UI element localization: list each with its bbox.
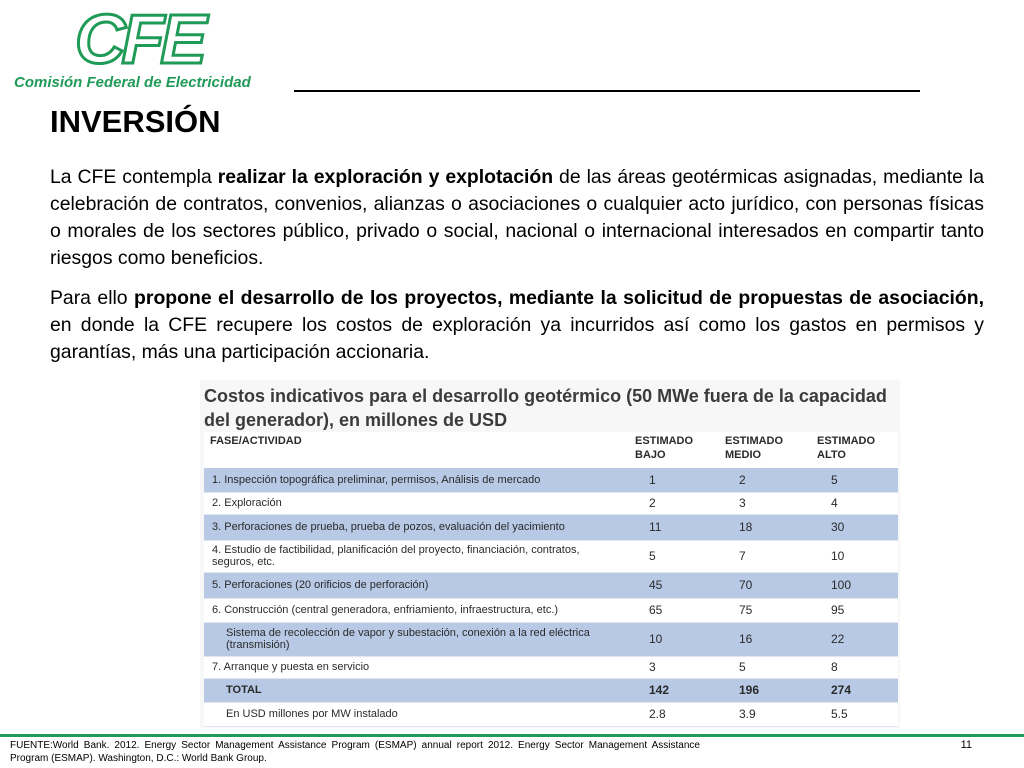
row-mid: 16 [719,622,811,656]
row-low: 10 [629,622,719,656]
row-low: 65 [629,598,719,622]
header-mid: ESTIMADO MEDIO [719,432,811,468]
row-low: 2.8 [629,702,719,726]
slide-title: INVERSIÓN [50,104,221,139]
row-activity: En USD millones por MW instalado [204,702,629,726]
paragraph-1-rest: de las áreas geotérmicas asignadas, mediante la celebración de contratos, convenios, alianzas o asociaciones o cualquier acto jurídico, con personas físicas o morales de los sectores público, privado o social, nacional o internacional interesados en compartir tanto riesgos como beneficios. [50,166,984,269]
row-mid: 196 [719,678,811,702]
row-mid: 2 [719,468,811,492]
row-mid: 5 [719,656,811,678]
table-header-row [204,432,898,468]
paragraph-1-bold: realizar la exploración y explotación [217,166,554,188]
row-high: 8 [811,656,898,678]
row-low: 2 [629,492,719,514]
table-row [204,656,898,678]
row-low: 142 [629,678,719,702]
table-row [204,702,898,726]
paragraph-2 [50,285,984,366]
row-high: 5.5 [811,702,898,726]
row-activity: 7. Arranque y puesta en servicio [204,656,629,678]
header-high: ESTIMADO ALTO [811,432,898,468]
logo-name: Comisión Federal de Electricidad [14,74,251,91]
cost-table [204,432,898,727]
row-activity: 2. Exploración [204,492,629,514]
row-high: 22 [811,622,898,656]
row-activity: 3. Perforaciones de prueba, prueba de pozos, evaluación del yacimiento [204,514,629,540]
row-high: 95 [811,598,898,622]
table-row [204,514,898,540]
row-low: 3 [629,656,719,678]
row-mid: 70 [719,572,811,598]
row-high: 274 [811,678,898,702]
paragraph-1-lead: La CFE contempla [50,166,218,188]
row-activity: 5. Perforaciones (20 orificios de perforación) [204,572,629,598]
row-high: 100 [811,572,898,598]
paragraph-2-bold: propone el desarrollo de los proyectos, mediante la solicitud de propuestas de asociación, [134,287,985,309]
cfe-logo [14,0,251,98]
row-activity: TOTAL [204,678,629,702]
footer-divider [0,734,1024,737]
header-activity: FASE/ACTIVIDAD [204,432,629,468]
table-row [204,598,898,622]
row-mid: 7 [719,540,811,572]
page-number: 11 [960,739,972,751]
logo-mark: CFE [75,0,203,78]
row-high: 5 [811,468,898,492]
row-mid: 3.9 [719,702,811,726]
row-mid: 3 [719,492,811,514]
table-row [204,540,898,572]
row-high: 10 [811,540,898,572]
table-row [204,622,898,656]
paragraph-2-rest: en donde la CFE recupere los costos de exploración ya incurridos así como los gastos en permisos y garantías, más una participación accionaria. [50,314,984,363]
row-mid: 75 [719,598,811,622]
row-low: 1 [629,468,719,492]
table-row [204,468,898,492]
row-low: 11 [629,514,719,540]
table-row-total [204,678,898,702]
paragraph-2-lead: Para ello [50,287,135,309]
title-divider [294,90,920,92]
row-activity: 1. Inspección topográfica preliminar, permisos, Análisis de mercado [204,468,629,492]
row-high: 30 [811,514,898,540]
cost-table-panel [200,380,900,728]
table-row [204,572,898,598]
row-low: 45 [629,572,719,598]
row-high: 4 [811,492,898,514]
row-activity: 4. Estudio de factibilidad, planificación del proyecto, financiación, contratos, seguros, etc. [204,540,629,572]
paragraph-1 [50,164,984,272]
row-activity: Sistema de recolección de vapor y subestación, conexión a la red eléctrica (transmisión) [204,622,629,656]
row-activity: 6. Construcción (central generadora, enfriamiento, infraestructura, etc.) [204,598,629,622]
table-caption: Costos indicativos para el desarrollo geotérmico (50 MWe fuera de la capacidad del generador), en millones de USD [204,386,887,430]
source-note: FUENTE:World Bank. 2012. Energy Sector Management Assistance Program (ESMAP) annual report 2012. Energy Sector Management Assistance Program (ESMAP). Washington, D.C.: World Bank Group. [10,740,700,764]
table-row [204,492,898,514]
row-low: 5 [629,540,719,572]
row-mid: 18 [719,514,811,540]
header-low: ESTIMADO BAJO [629,432,719,468]
